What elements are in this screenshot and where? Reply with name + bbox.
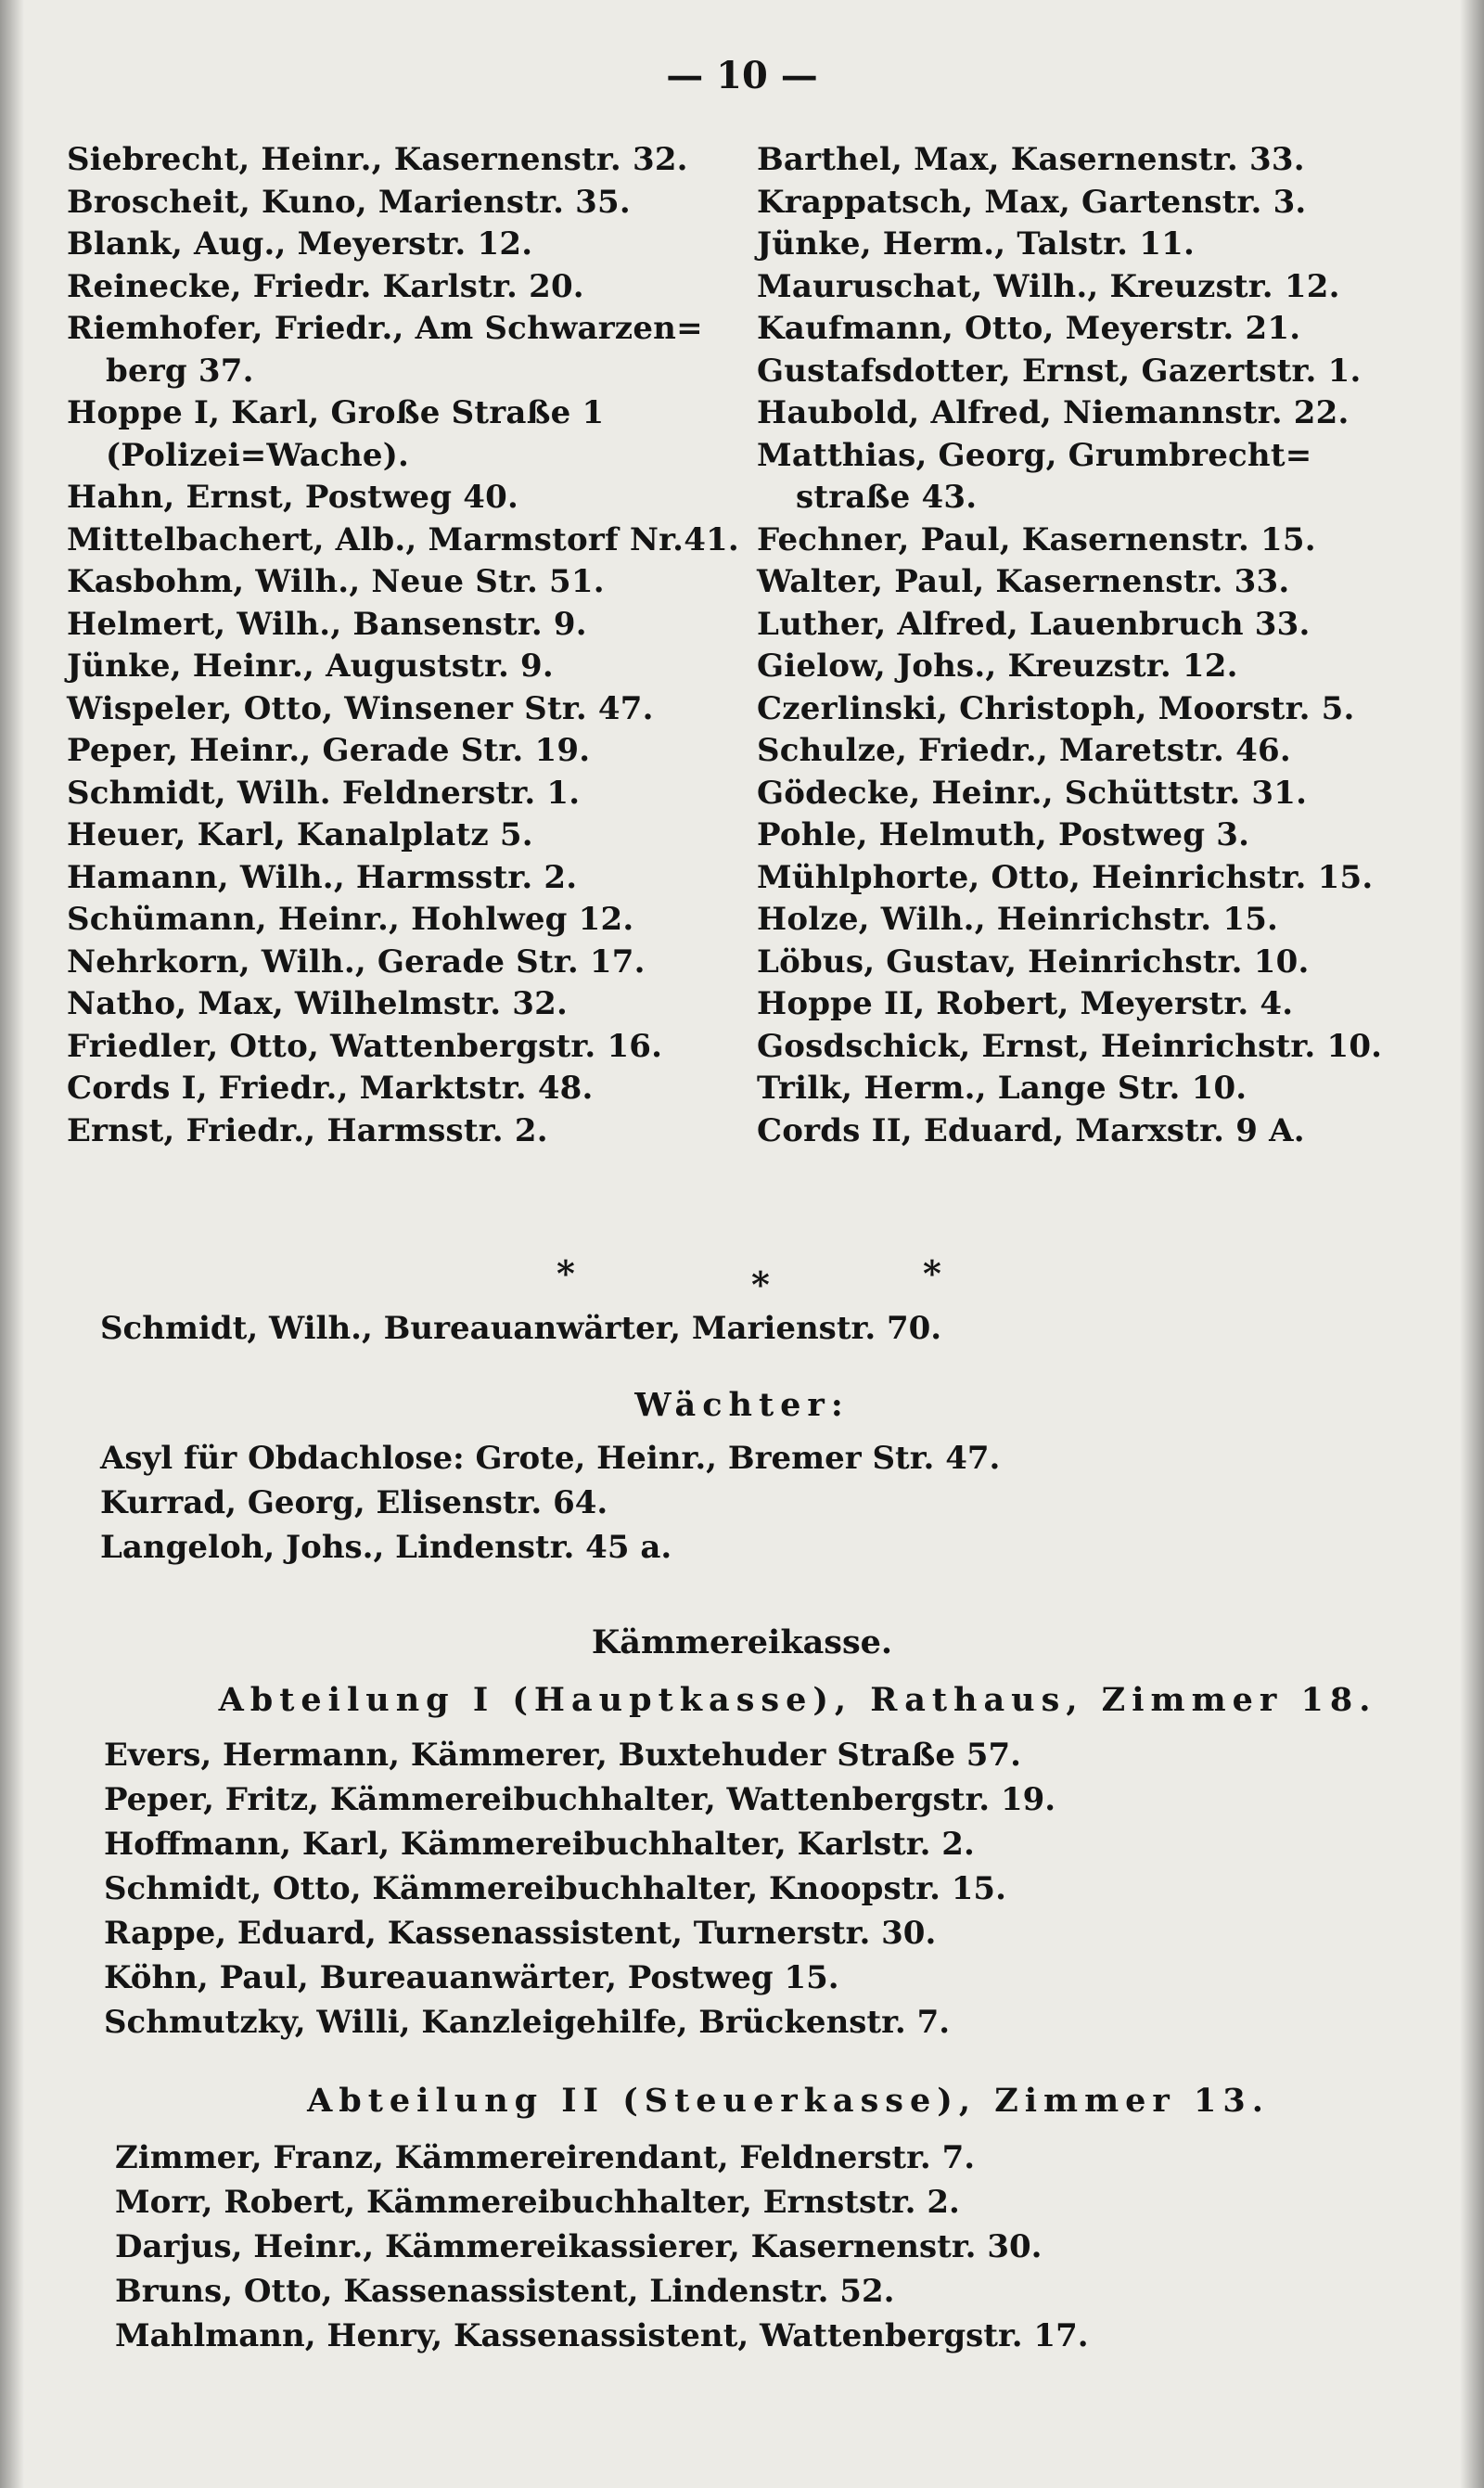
abteilung-1-list — [104, 1733, 1421, 2045]
abteilung-1-entry: Evers, Hermann, Kämmerer, Buxtehuder Straße 57. — [104, 1737, 1021, 1774]
abteilung-1-entry: Schmutzky, Willi, Kanzleigehilfe, Brückenstr. 7. — [104, 2004, 951, 2041]
left-entry: Helmert, Wilh., Bansenstr. 9. — [67, 605, 587, 643]
right-entry: Haubold, Alfred, Niemannstr. 22. — [757, 394, 1350, 431]
abteilung-2-entry: Bruns, Otto, Kassenassistent, Lindenstr. 52. — [115, 2273, 895, 2310]
right-entry: Löbus, Gustav, Heinrichstr. 10. — [757, 943, 1310, 981]
star-separator-row — [0, 1252, 1484, 1305]
right-entry-continuation: straße 43. — [796, 479, 978, 516]
waechter-heading: Wächter: — [634, 1386, 850, 1424]
abteilung-2-entry: Mahlmann, Henry, Kassenassistent, Wattenbergstr. 17. — [115, 2317, 1089, 2354]
right-entry: Matthias, Georg, Grumbrecht= — [757, 436, 1312, 474]
left-entry: Reinecke, Friedr. Karlstr. 20. — [67, 267, 584, 305]
waechter-entry: Kurrad, Georg, Elisenstr. 64. — [100, 1484, 608, 1521]
page-number: — 10 — — [666, 54, 818, 97]
left-entry: Wispeler, Otto, Winsener Str. 47. — [67, 689, 654, 727]
left-entry: Siebrecht, Heinr., Kasernenstr. 32. — [67, 141, 688, 178]
scan-edge-shadow-left — [0, 0, 24, 2488]
right-entry: Walter, Paul, Kasernenstr. 33. — [757, 563, 1290, 600]
left-entry: Friedler, Otto, Wattenbergstr. 16. — [67, 1027, 663, 1065]
left-entry: Mittelbachert, Alb., Marmstorf Nr.41. — [67, 520, 739, 558]
two-column-directory — [67, 139, 1439, 1152]
left-entry: Schmidt, Wilh. Feldnerstr. 1. — [67, 774, 581, 812]
left-entry: Kasbohm, Wilh., Neue Str. 51. — [67, 563, 605, 600]
right-entry: Hoppe II, Robert, Meyerstr. 4. — [757, 985, 1294, 1022]
right-entry: Gielow, Johs., Kreuzstr. 12. — [757, 648, 1238, 685]
right-entry: Kaufmann, Otto, Meyerstr. 21. — [757, 310, 1301, 347]
right-entry: Schulze, Friedr., Maretstr. 46. — [757, 732, 1291, 769]
abteilung-1-entry: Peper, Fritz, Kämmereibuchhalter, Wattenbergstr. 19. — [104, 1781, 1056, 1818]
left-entry: Heuer, Karl, Kanalplatz 5. — [67, 816, 533, 853]
right-entry: Czerlinski, Christoph, Moorstr. 5. — [757, 689, 1355, 727]
left-entry: Peper, Heinr., Gerade Str. 19. — [67, 732, 591, 769]
right-entry: Gustafsdotter, Ernst, Gazertstr. 1. — [757, 352, 1362, 390]
waechter-entry: Asyl für Obdachlose: Grote, Heinr., Bremer Str. 47. — [100, 1440, 1001, 1477]
abteilung-2-list — [115, 2135, 1432, 2358]
abteilung-2-entry: Morr, Robert, Kämmereibuchhalter, Ernststr. 2. — [115, 2184, 960, 2221]
abteilung-1-entry: Köhn, Paul, Bureauanwärter, Postweg 15. — [104, 1959, 839, 1996]
abteilung-2-entry: Darjus, Heinr., Kämmereikassierer, Kasernenstr. 30. — [115, 2228, 1043, 2265]
right-entry: Pohle, Helmuth, Postweg 3. — [757, 816, 1250, 853]
kaemmereikasse-heading: Kämmereikasse. — [591, 1623, 893, 1661]
left-entry: Riemhofer, Friedr., Am Schwarzen= — [67, 310, 703, 347]
right-entry: Fechner, Paul, Kasernenstr. 15. — [757, 520, 1316, 558]
left-entry: Ernst, Friedr., Harmsstr. 2. — [67, 1111, 548, 1149]
left-entry: Nehrkorn, Wilh., Gerade Str. 17. — [67, 943, 646, 981]
right-entry: Barthel, Max, Kasernenstr. 33. — [757, 141, 1305, 178]
single-entry-block — [100, 1306, 1417, 1351]
left-entry: Cords I, Friedr., Marktstr. 48. — [67, 1070, 594, 1107]
waechter-entry: Langeloh, Johs., Lindenstr. 45 a. — [100, 1529, 672, 1566]
right-entry: Luther, Alfred, Lauenbruch 33. — [757, 605, 1311, 643]
right-entry: Gödecke, Heinr., Schüttstr. 31. — [757, 774, 1308, 812]
left-entry: Hahn, Ernst, Postweg 40. — [67, 479, 518, 516]
right-entry: Gosdschick, Ernst, Heinrichstr. 10. — [757, 1027, 1383, 1065]
right-entry: Mauruschat, Wilh., Kreuzstr. 12. — [757, 267, 1340, 305]
separator-star: * — [556, 1252, 575, 1294]
abteilung-2-title: Abteilung II (Steuerkasse), Zimmer 13. — [307, 2082, 1270, 2120]
abteilung-1-title: Abteilung I (Hauptkasse), Rathaus, Zimmer 18. — [218, 1681, 1377, 1719]
waechter-list — [100, 1436, 1417, 1570]
left-entry-continuation: berg 37. — [106, 352, 254, 390]
left-entry: Jünke, Heinr., Auguststr. 9. — [67, 648, 554, 685]
left-entry: Blank, Aug., Meyerstr. 12. — [67, 225, 533, 263]
abteilung-1-entry: Hoffmann, Karl, Kämmereibuchhalter, Karlstr. 2. — [104, 1826, 975, 1863]
single-entry: Schmidt, Wilh., Bureauanwärter, Marienstr. 70. — [100, 1310, 942, 1347]
left-entry: Natho, Max, Wilhelmstr. 32. — [67, 985, 569, 1022]
separator-star: * — [751, 1263, 770, 1305]
right-entry: Mühlphorte, Otto, Heinrichstr. 15. — [757, 858, 1374, 896]
separator-star: * — [923, 1252, 941, 1294]
abteilung-1-entry: Rappe, Eduard, Kassenassistent, Turnerstr. 30. — [104, 1915, 937, 1952]
right-entry: Trilk, Herm., Lange Str. 10. — [757, 1070, 1247, 1107]
abteilung-2-entry: Zimmer, Franz, Kämmereirendant, Feldnerstr. 7. — [115, 2139, 976, 2176]
right-entry: Jünke, Herm., Talstr. 11. — [757, 225, 1196, 263]
abteilung-1-entry: Schmidt, Otto, Kämmereibuchhalter, Knoopstr. 15. — [104, 1870, 1006, 1907]
right-entry: Cords II, Eduard, Marxstr. 9 A. — [757, 1111, 1305, 1149]
right-entry: Krappatsch, Max, Gartenstr. 3. — [757, 183, 1307, 221]
left-entry: Hamann, Wilh., Harmsstr. 2. — [67, 858, 578, 896]
left-entry-continuation: (Polizei=Wache). — [106, 436, 410, 474]
left-entry: Hoppe I, Karl, Große Straße 1 — [67, 394, 605, 431]
right-column — [749, 139, 1439, 1152]
left-column — [67, 139, 749, 1152]
left-entry: Broscheit, Kuno, Marienstr. 35. — [67, 183, 631, 221]
left-entry: Schümann, Heinr., Hohlweg 12. — [67, 901, 634, 938]
right-entry: Holze, Wilh., Heinrichstr. 15. — [757, 901, 1279, 938]
